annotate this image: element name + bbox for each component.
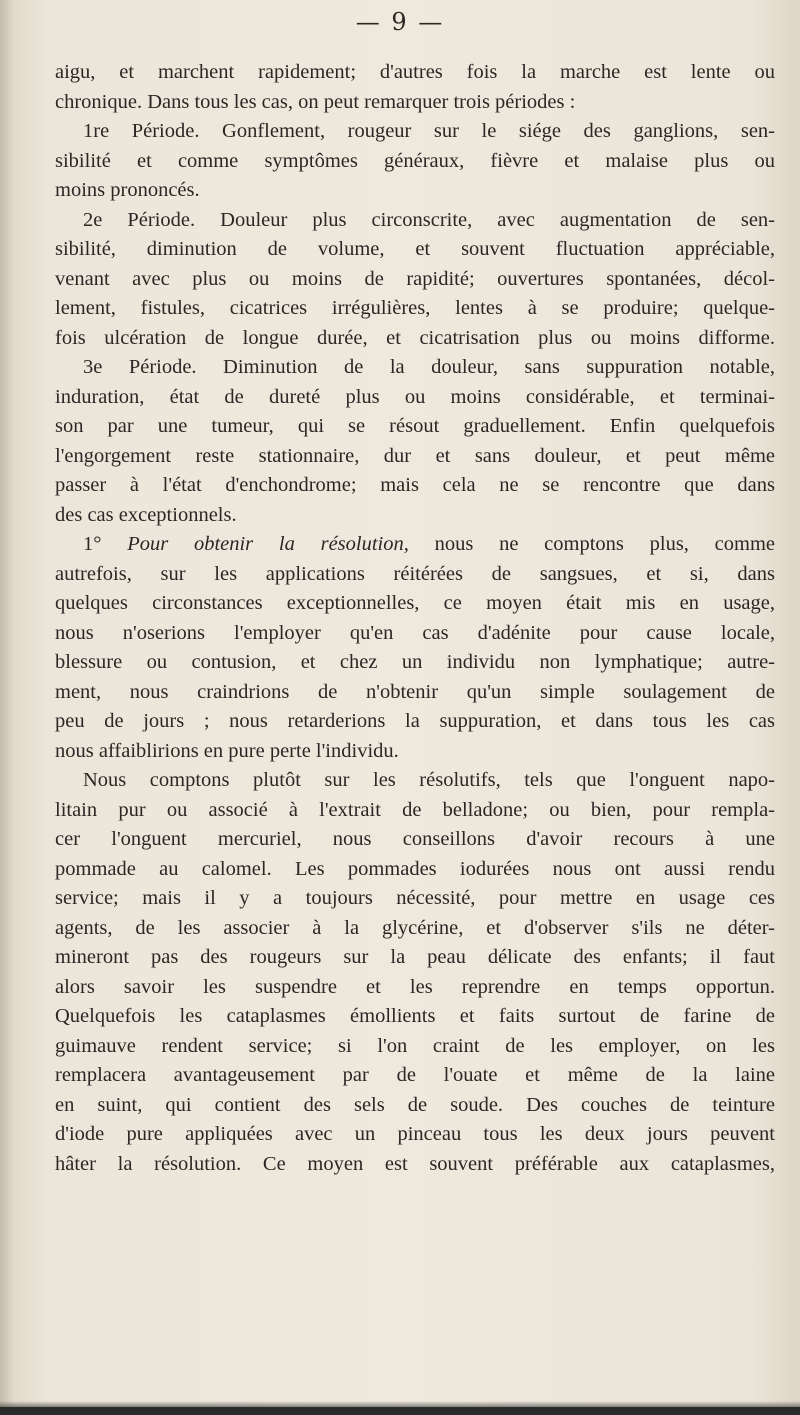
line-text: peu de jours ; nous retarderions la suppuration, et dans tous les cas — [55, 710, 775, 732]
line-text: lement, fistules, cicatrices irrégulières, lentes à se produire; quelque- — [55, 297, 775, 319]
line-prefix: 1° — [83, 533, 128, 555]
line-text: 1re Période. Gonflement, rougeur sur le siége des ganglions, sen- — [83, 120, 775, 142]
line-text: Quelquefois les cataplasmes émollients et faits surtout de farine de — [55, 1005, 775, 1027]
line-text: d'iode pure appliquées avec un pinceau tous les deux jours peuvent — [55, 1123, 775, 1145]
text-line — [55, 737, 775, 767]
line-text: chronique. Dans tous les cas, on peut remarquer trois périodes : — [55, 90, 576, 113]
text-line — [55, 796, 775, 826]
line-text: induration, état de dureté plus ou moins considérable, et terminai- — [55, 385, 775, 408]
page-number: — 9 — — [355, 8, 445, 36]
text-line — [55, 471, 775, 501]
line-text: cer l'onguent mercuriel, nous conseillons d'avoir recours à une — [55, 828, 775, 850]
text-line — [55, 855, 775, 885]
text-line — [55, 1091, 775, 1121]
text-line — [55, 88, 775, 118]
text-line — [55, 678, 775, 708]
line-text: sibilité, diminution de volume, et souvent fluctuation appréciable, — [55, 238, 775, 260]
line-text: passer à l'état d'enchondrome; mais cela ne se rencontre que dans — [55, 474, 775, 496]
line-text: nous n'oserions l'employer qu'en cas d'adénite pour cause locale, — [55, 621, 775, 644]
text-line — [55, 825, 775, 855]
text-line — [55, 294, 775, 324]
text-line — [55, 324, 775, 354]
text-line — [55, 235, 775, 265]
line-text: agents, de les associer à la glycérine, et d'observer s'ils ne déter- — [55, 916, 775, 939]
text-line — [55, 147, 775, 177]
text-line — [55, 265, 775, 295]
text-line — [55, 117, 775, 147]
text-line — [55, 560, 775, 590]
text-line — [55, 648, 775, 678]
line-text: nous affaiblirions en pure perte l'individu. — [55, 739, 399, 762]
body-text — [55, 58, 775, 1179]
line-text: hâter la résolution. Ce moyen est souvent préférable aux cataplasmes, — [55, 1152, 775, 1175]
text-line — [55, 1032, 775, 1062]
line-text: 2e Période. Douleur plus circonscrite, avec augmentation de sen- — [83, 208, 775, 231]
line-text: alors savoir les suspendre et les reprendre en temps opportun. — [55, 975, 775, 998]
line-text: service; mais il y a toujours nécessité, pour mettre en usage ces — [55, 887, 775, 909]
line-text: moins prononcés. — [55, 179, 200, 201]
line-text: l'engorgement reste stationnaire, dur et sans douleur, et peut même — [55, 444, 775, 467]
text-line — [55, 1120, 775, 1150]
page-gutter-shadow — [0, 0, 14, 1415]
line-text: ment, nous craindrions de n'obtenir qu'un simple soulagement de — [55, 680, 775, 703]
line-text: fois ulcération de longue durée, et cicatrisation plus ou moins difforme. — [55, 326, 775, 349]
italic-phrase: Pour obtenir la résolution, — [127, 533, 409, 555]
line-text: en suint, qui contient des sels de soude. Des couches de teinture — [55, 1093, 775, 1116]
text-line — [55, 884, 775, 914]
text-line — [55, 973, 775, 1003]
text-line — [55, 58, 775, 88]
text-line — [55, 383, 775, 413]
text-line — [55, 501, 775, 531]
line-text: aigu, et marchent rapidement; d'autres fois la marche est lente ou — [55, 61, 775, 83]
text-line — [55, 619, 775, 649]
line-text: blessure ou contusion, et chez un individu non lymphatique; autre- — [55, 651, 775, 673]
line-text: sibilité et comme symptômes généraux, fièvre et malaise plus ou — [55, 149, 775, 172]
text-line — [55, 1002, 775, 1032]
text-line — [55, 707, 775, 737]
text-line — [55, 589, 775, 619]
line-text: 3e Période. Diminution de la douleur, sans suppuration notable, — [83, 356, 775, 378]
line-text: des cas exceptionnels. — [55, 503, 237, 526]
text-line — [55, 914, 775, 944]
bottom-edge — [0, 1407, 800, 1415]
text-line — [55, 1150, 775, 1180]
line-text: son par une tumeur, qui se résout graduellement. Enfin quelquefois — [55, 415, 775, 437]
line-text: autrefois, sur les applications réitérées de sangsues, et si, dans — [55, 562, 775, 585]
line-text: mineront pas des rougeurs sur la peau délicate des enfants; il faut — [55, 946, 775, 968]
text-line — [55, 353, 775, 383]
line-text: remplacera avantageusement par de l'ouate et même de la laine — [55, 1064, 775, 1086]
line-text: venant avec plus ou moins de rapidité; ouvertures spontanées, décol- — [55, 267, 775, 290]
line-text: Nous comptons plutôt sur les résolutifs, tels que l'onguent napo- — [83, 769, 775, 791]
text-line — [55, 943, 775, 973]
text-line — [55, 412, 775, 442]
line-text: pommade au calomel. Les pommades iodurées nous ont aussi rendu — [55, 857, 775, 880]
text-line — [55, 1061, 775, 1091]
line-text: nous ne comptons plus, comme — [408, 533, 775, 555]
line-text: quelques circonstances exceptionnelles, ce moyen était mis en usage, — [55, 592, 775, 614]
text-line — [55, 530, 775, 560]
text-line — [55, 176, 775, 206]
text-line — [55, 442, 775, 472]
text-line — [55, 766, 775, 796]
text-line — [55, 206, 775, 236]
line-text: litain pur ou associé à l'extrait de belladone; ou bien, pour rempla- — [55, 798, 775, 821]
line-text: guimauve rendent service; si l'on craint de les employer, on les — [55, 1034, 775, 1057]
